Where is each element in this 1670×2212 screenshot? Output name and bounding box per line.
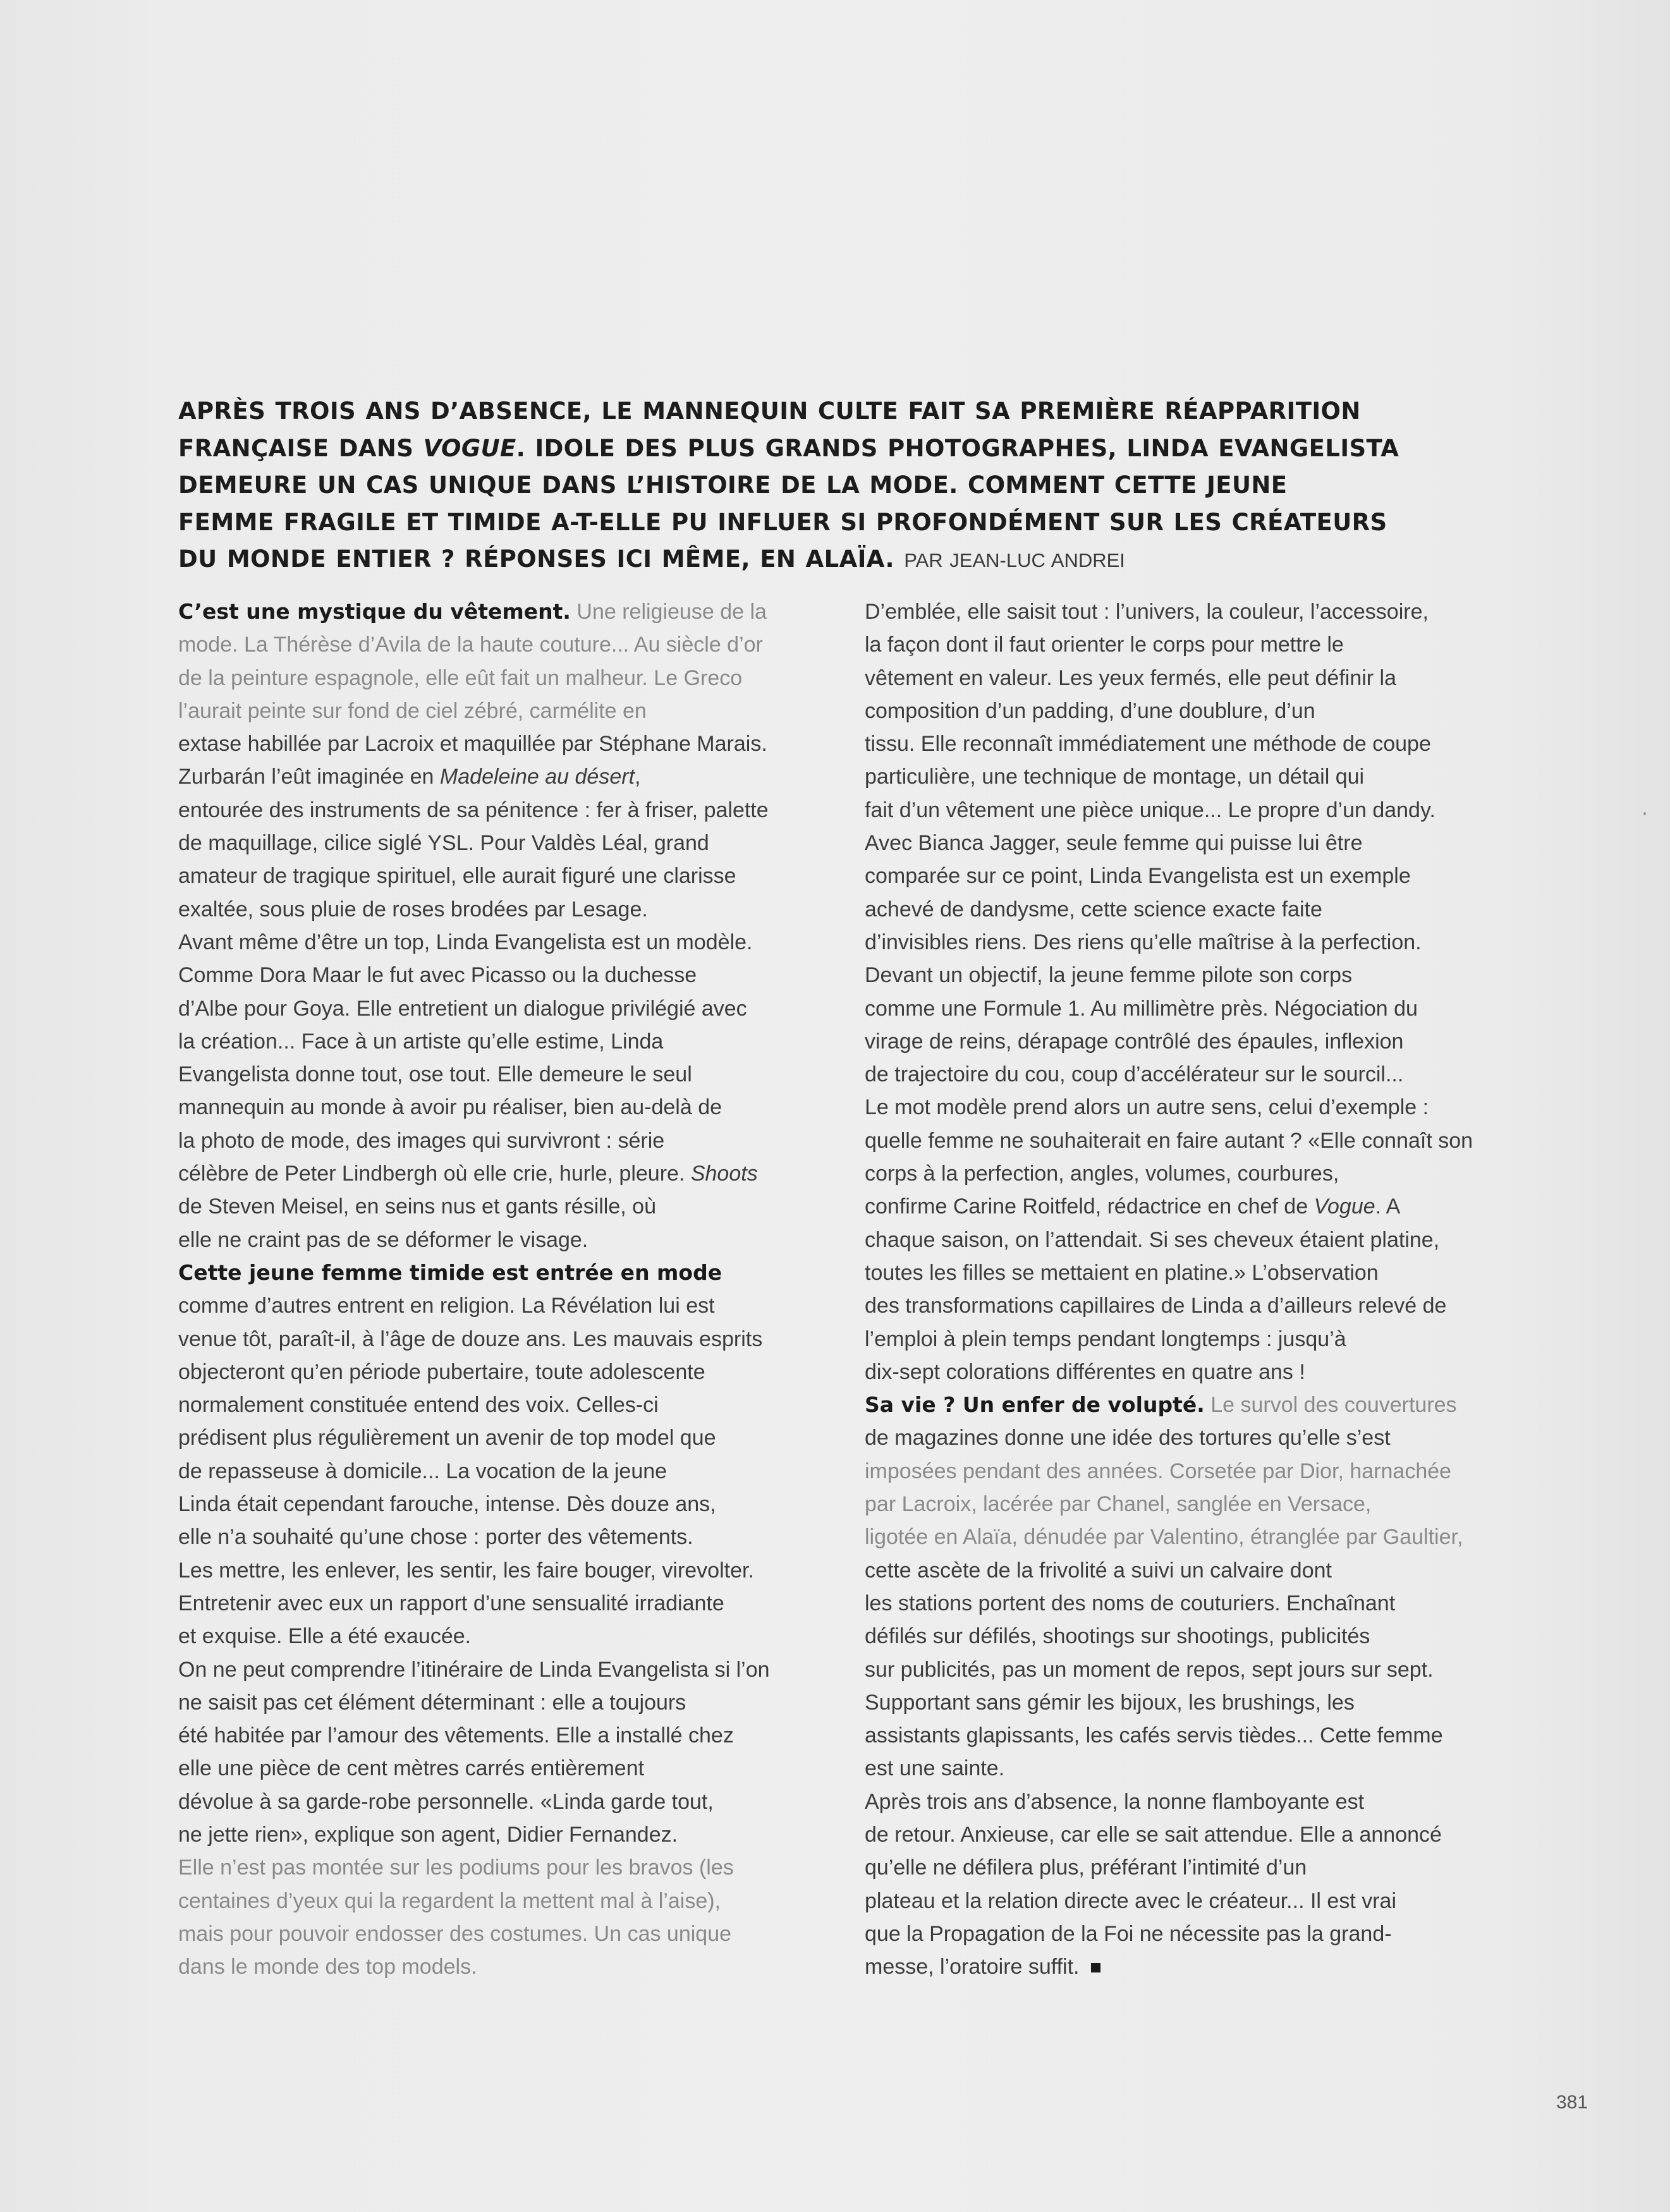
section-lead: Cette jeune femme timide est entrée en mode <box>178 1260 722 1285</box>
intro-line: DEMEURE UN CAS UNIQUE DANS L’HISTOIRE DE LA MODE. COMMENT CETTE JEUNE <box>178 471 1288 499</box>
text-line: chaque saison, on l’attendait. Si ses cheveux étaient platine, <box>865 1227 1440 1252</box>
text-line: dévolue à sa garde-robe personnelle. «Linda garde tout, <box>178 1789 714 1814</box>
text-line: vêtement en valeur. Les yeux fermés, elle peut définir la <box>865 665 1397 690</box>
text-line: dix-sept colorations différentes en quatre ans ! <box>865 1359 1305 1384</box>
text-line: de maquillage, cilice siglé YSL. Pour Valdès Léal, grand <box>178 831 709 856</box>
text-line: l’emploi à plein temps pendant longtemps : jusqu’à <box>865 1327 1346 1351</box>
text-line: cette ascète de la frivolité a suivi un calvaire dont <box>865 1558 1332 1583</box>
text-line: d’Albe pour Goya. Elle entretient un dialogue privilégié avec <box>178 996 747 1021</box>
text-line: comme une Formule 1. Au millimètre près. Négociation du <box>865 996 1418 1021</box>
text-line: Avant même d’être un top, Linda Evangelista est un modèle. <box>178 930 753 954</box>
text-line: est une sainte. <box>865 1756 1005 1781</box>
intro-line: APRÈS TROIS ANS D’ABSENCE, LE MANNEQUIN CULTE FAIT SA PREMIÈRE RÉAPPARITION <box>178 398 1361 425</box>
text-line: comparée sur ce point, Linda Evangelista est un exemple <box>865 864 1411 889</box>
text-line: Le mot modèle prend alors un autre sens, celui d’exemple : <box>865 1095 1429 1120</box>
text-line: exaltée, sous pluie de roses brodées par Lesage. <box>178 897 648 921</box>
text-line: de trajectoire du cou, coup d’accélérateur sur le sourcil... <box>865 1062 1404 1087</box>
text-line: normalement constituée entend des voix. Celles-ci <box>178 1393 659 1418</box>
text-line: venue tôt, paraît-il, à l’âge de douze ans. Les mauvais esprits <box>178 1327 763 1351</box>
text-line: plateau et la relation directe avec le créateur... Il est vrai <box>865 1888 1397 1913</box>
text-line: mais pour pouvoir endosser des costumes. Un cas unique <box>178 1921 732 1946</box>
text-line: fait d’un vêtement une pièce unique... Le propre d’un dandy. <box>865 798 1435 822</box>
article-intro <box>178 393 1518 580</box>
print-speck <box>1643 812 1646 815</box>
section-lead: Sa vie ? Un enfer de volupté. <box>865 1392 1205 1418</box>
text-line: tissu. Elle reconnaît immédiatement une méthode de coupe <box>865 732 1431 757</box>
text-line: Après trois ans d’absence, la nonne flamboyante est <box>865 1789 1365 1814</box>
text-line: On ne peut comprendre l’itinéraire de Linda Evangelista si l’on <box>178 1657 770 1682</box>
text-line: de la peinture espagnole, elle eût fait un malheur. Le Greco <box>178 665 743 690</box>
text-line: Sa vie ? Un enfer de volupté. Le survol des couvertures <box>865 1392 1457 1418</box>
text-line: particulière, une technique de montage, un détail qui <box>865 765 1365 789</box>
text-line: elle n’a souhaité qu’une chose : porter des vêtements. <box>178 1525 693 1550</box>
text-line: elle une pièce de cent mètres carrés entièrement <box>178 1756 645 1781</box>
text-line: C’est une mystique du vêtement. Une religieuse de la <box>178 599 767 624</box>
text-line: ne jette rien», explique son agent, Didier Fernandez. <box>178 1822 678 1847</box>
intro-line: DU MONDE ENTIER ? RÉPONSES ICI MÊME, EN ALAÏA. PAR JEAN-LUC ANDREI <box>178 545 1125 573</box>
text-line: Zurbarán l’eût imaginée en Madeleine au désert, <box>178 765 641 789</box>
text-line: ne saisit pas cet élément déterminant : elle a toujours <box>178 1690 686 1715</box>
text-line: Avec Bianca Jagger, seule femme qui puisse lui être <box>865 831 1363 856</box>
section-lead: C’est une mystique du vêtement. <box>178 599 571 624</box>
text-line: quelle femme ne souhaiterait en faire autant ? «Elle connaît son <box>865 1128 1473 1153</box>
text-line: la photo de mode, des images qui survivront : série <box>178 1128 665 1153</box>
text-line: mode. La Thérèse d’Avila de la haute couture... Au siècle d’or <box>178 633 763 657</box>
article-column-right <box>865 595 1535 1983</box>
text-line: D’emblée, elle saisit tout : l’univers, la couleur, l’accessoire, <box>865 600 1429 624</box>
text-line: défilés sur défilés, shootings sur shootings, publicités <box>865 1624 1370 1649</box>
text-line: confirme Carine Roitfeld, rédactrice en chef de Vogue. A <box>865 1194 1401 1219</box>
text-line: toutes les filles se mettaient en platine.» L’observation <box>865 1260 1379 1285</box>
end-of-article-mark <box>1091 1963 1100 1972</box>
text-line: Comme Dora Maar le fut avec Picasso ou la duchesse <box>178 963 697 988</box>
text-line: objecteront qu’en période pubertaire, toute adolescente <box>178 1359 705 1384</box>
text-line: des transformations capillaires de Linda a d’ailleurs relevé de <box>865 1294 1447 1318</box>
text-line: centaines d’yeux qui la regardent la mettent mal à l’aise), <box>178 1888 721 1913</box>
text-line: et exquise. Elle a été exaucée. <box>178 1624 472 1649</box>
intro-line: FEMME FRAGILE ET TIMIDE A-T-ELLE PU INFLUER SI PROFONDÉMENT SUR LES CRÉATEURS <box>178 508 1387 536</box>
text-line: la création... Face à un artiste qu’elle estime, Linda <box>178 1029 664 1054</box>
text-line: imposées pendant des années. Corsetée par Dior, harnachée <box>865 1459 1452 1483</box>
text-line: achevé de dandysme, cette science exacte faite <box>865 897 1322 921</box>
magazine-name: VOGUE <box>423 434 516 462</box>
text-line: la façon dont il faut orienter le corps pour mettre le <box>865 633 1344 657</box>
text-line: été habitée par l’amour des vêtements. Elle a installé chez <box>178 1723 734 1748</box>
text-line: Entretenir avec eux un rapport d’une sensualité irradiante <box>178 1591 724 1615</box>
text-line: extase habillée par Lacroix et maquillée par Stéphane Marais. <box>178 732 767 757</box>
text-line: Linda était cependant farouche, intense. Dès douze ans, <box>178 1492 716 1517</box>
text-line: d’invisibles riens. Des riens qu’elle maîtrise à la perfection. <box>865 930 1422 954</box>
text-line: célèbre de Peter Lindbergh où elle crie, hurle, pleure. Shoots <box>178 1162 758 1186</box>
byline: PAR JEAN-LUC ANDREI <box>904 549 1125 571</box>
text-line: elle ne craint pas de se déformer le visage. <box>178 1227 588 1252</box>
text-line: de repasseuse à domicile... La vocation de la jeune <box>178 1459 667 1483</box>
text-line: Les mettre, les enlever, les sentir, les faire bouger, virevolter. <box>178 1558 754 1583</box>
text-line: dans le monde des top models. <box>178 1955 477 1979</box>
text-line: de Steven Meisel, en seins nus et gants résille, où <box>178 1194 656 1219</box>
text-line: messe, l’oratoire suffit. <box>865 1950 1535 1983</box>
text-line: prédisent plus régulièrement un avenir de top model que <box>178 1426 716 1450</box>
text-line: virage de reins, dérapage contrôlé des épaules, inflexion <box>865 1029 1404 1054</box>
page-number: 381 <box>1556 2092 1588 2113</box>
text-line: amateur de tragique spirituel, elle aurait figuré une clarisse <box>178 864 736 889</box>
text-line: Devant un objectif, la jeune femme pilote son corps <box>865 963 1353 988</box>
text-line: composition d’un padding, d’une doublure, d’un <box>865 698 1315 723</box>
text-line: comme d’autres entrent en religion. La Révélation lui est <box>178 1294 715 1318</box>
text-line: les stations portent des noms de couturiers. Enchaînant <box>865 1591 1396 1615</box>
text-line: Evangelista donne tout, ose tout. Elle demeure le seul <box>178 1062 692 1087</box>
text-line: mannequin au monde à avoir pu réaliser, bien au-delà de <box>178 1095 722 1120</box>
text-line: l’aurait peinte sur fond de ciel zébré, carmélite en <box>178 698 647 723</box>
text-line: par Lacroix, lacérée par Chanel, sanglée en Versace, <box>865 1492 1372 1517</box>
text-line: Supportant sans gémir les bijoux, les brushings, les <box>865 1690 1355 1715</box>
text-line: Elle n’est pas montée sur les podiums pour les bravos (les <box>178 1856 734 1880</box>
text-line: de retour. Anxieuse, car elle se sait attendue. Elle a annoncé <box>865 1822 1442 1847</box>
text-line: ligotée en Alaïa, dénudée par Valentino, étranglée par Gaultier, <box>865 1525 1463 1550</box>
text-line: qu’elle ne défilera plus, préférant l’intimité d’un <box>865 1856 1307 1880</box>
article-column-left <box>178 595 823 1983</box>
intro-line: FRANÇAISE DANS VOGUE. IDOLE DES PLUS GRANDS PHOTOGRAPHES, LINDA EVANGELISTA <box>178 434 1399 462</box>
text-line: entourée des instruments de sa pénitence : fer à friser, palette <box>178 798 769 822</box>
text-line: sur publicités, pas un moment de repos, sept jours sur sept. <box>865 1657 1434 1682</box>
text-line: corps à la perfection, angles, volumes, courbures, <box>865 1162 1339 1186</box>
text-line: que la Propagation de la Foi ne nécessite pas la grand- <box>865 1921 1392 1946</box>
text-line: assistants glapissants, les cafés servis tièdes... Cette femme <box>865 1723 1443 1748</box>
text-line: de magazines donne une idée des tortures qu’elle s’est <box>865 1426 1391 1450</box>
